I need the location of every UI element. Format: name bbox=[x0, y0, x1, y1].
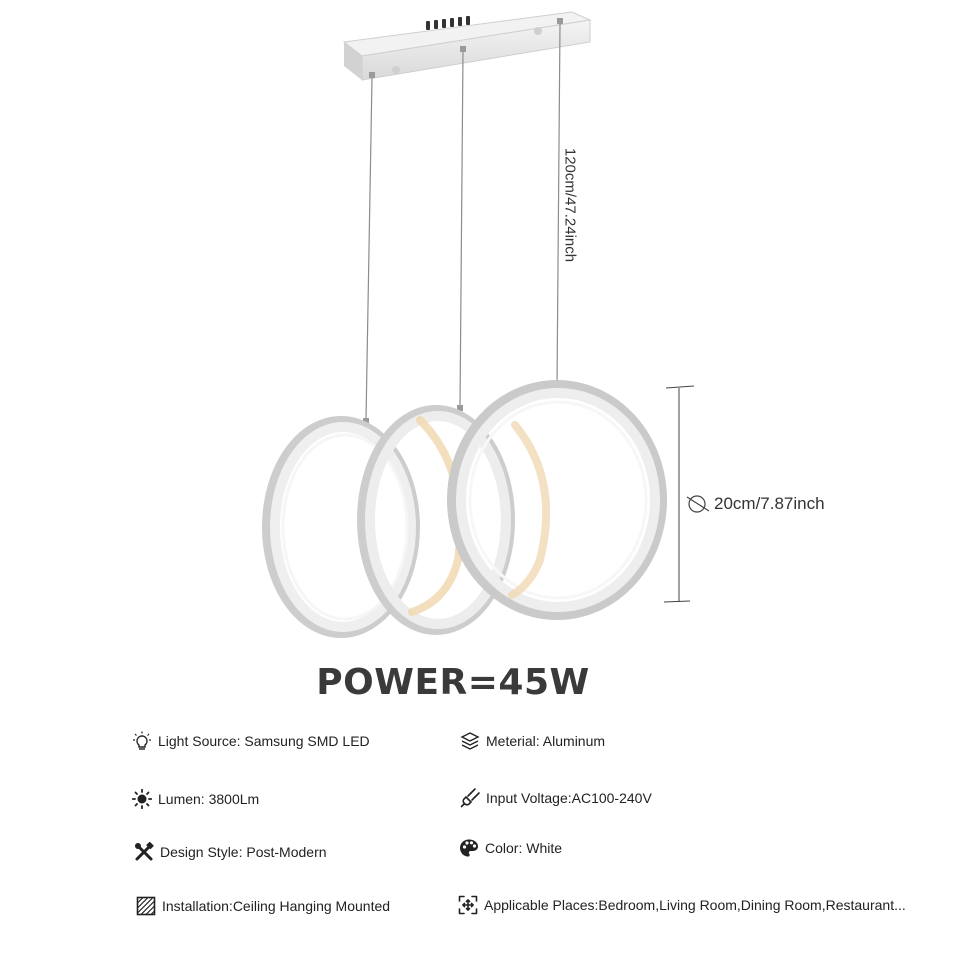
spec-installation-text: Installation:Ceiling Hanging Mounted bbox=[162, 898, 391, 914]
spec-color bbox=[459, 838, 562, 858]
spec-installation bbox=[136, 896, 390, 916]
ceiling-install-icon bbox=[136, 896, 156, 916]
spec-lumen bbox=[132, 789, 259, 809]
spec-applicable-places bbox=[458, 895, 906, 915]
diameter-icon bbox=[686, 494, 710, 514]
spec-input-voltage bbox=[460, 788, 652, 808]
diameter-dimension bbox=[686, 494, 825, 514]
palette-icon bbox=[459, 838, 479, 858]
layers-icon bbox=[460, 731, 480, 751]
height-dimension-label: 120cm/47.24inch bbox=[561, 147, 579, 263]
diameter-label: 20cm/7.87inch bbox=[714, 494, 825, 513]
power-rating: POWER=45W bbox=[316, 662, 590, 703]
spec-design-style-text: Design Style: Post-Modern bbox=[160, 844, 327, 860]
spec-color-text: Color: White bbox=[485, 840, 563, 856]
tools-icon bbox=[134, 842, 154, 862]
suspension-wires bbox=[366, 24, 560, 420]
spec-lumen-text: Lumen: 3800Lm bbox=[158, 791, 260, 807]
spec-light-source bbox=[132, 731, 370, 751]
ceiling-canopy bbox=[344, 12, 590, 80]
spec-applicable-places-text: Applicable Places:Bedroom,Living Room,Dining Room,Restaurant... bbox=[484, 897, 906, 913]
spec-material bbox=[460, 731, 605, 751]
move-arrows-icon bbox=[458, 895, 478, 915]
led-ring-right bbox=[455, 388, 659, 612]
spec-design-style bbox=[134, 842, 327, 862]
sun-icon bbox=[132, 789, 152, 809]
lightbulb-icon bbox=[132, 731, 152, 751]
spec-input-voltage-text: Input Voltage:AC100-240V bbox=[486, 790, 652, 806]
spec-material-text: Meterial: Aluminum bbox=[486, 733, 606, 749]
plug-icon bbox=[460, 788, 480, 808]
spec-light-source-text: Light Source: Samsung SMD LED bbox=[158, 733, 370, 749]
